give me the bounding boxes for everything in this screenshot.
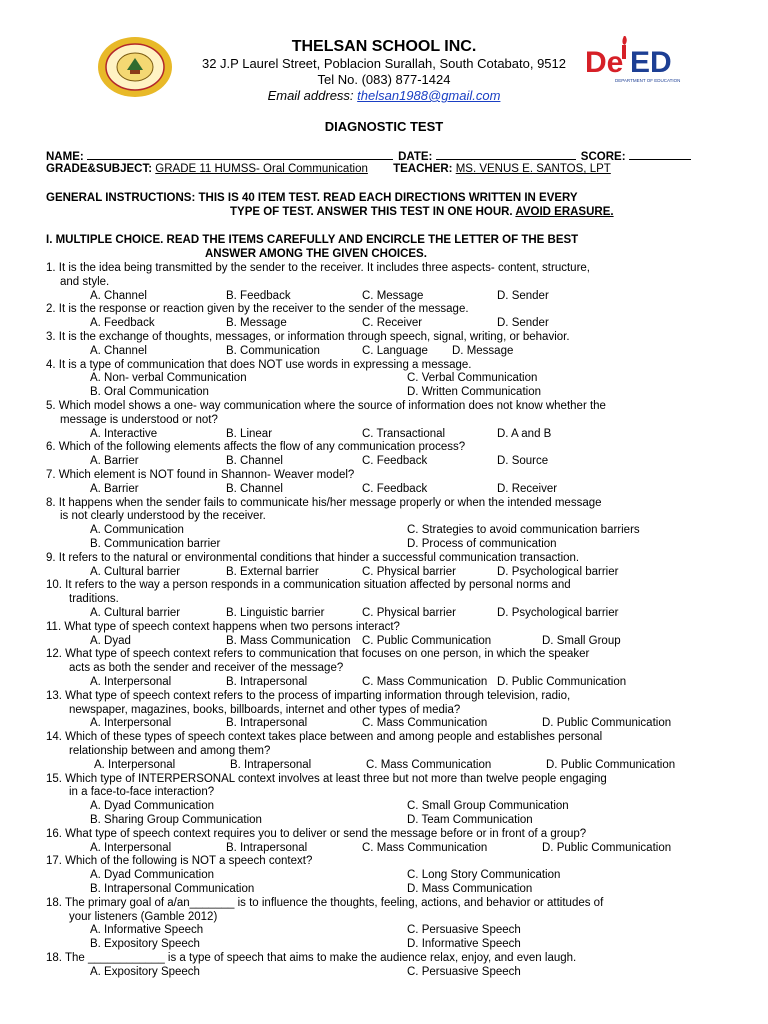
answer-option[interactable]: C. Receiver [362,317,423,330]
school-address: 32 J.P Laurel Street, Poblacion Surallah, South Cotabato, 9512 [201,56,566,71]
answer-option[interactable]: D. Psychological barrier [497,565,619,578]
answer-option[interactable]: A. Cultural barrier [90,565,181,578]
question-text: 14. Which of these types of speech context takes place between and among people and establishes personal [46,731,603,744]
question-text: 9. It refers to the natural or environmental conditions that hinder a successful communication transaction. [46,551,580,564]
answer-option[interactable]: B. Intrapersonal [230,758,312,771]
answer-option[interactable]: A. Dyad Communication [90,800,214,813]
answer-option[interactable]: A. Interactive [90,427,158,440]
answer-option[interactable]: C. Public Communication [362,634,492,647]
date-field[interactable] [436,149,576,160]
instructions-text: TYPE OF TEST. ANSWER THIS TEST IN ONE HOUR. [230,206,516,218]
answer-option[interactable]: D. Small Group [542,634,621,647]
answer-option[interactable]: D. Process of communication [407,538,557,550]
instructions-line1: GENERAL INSTRUCTIONS: THIS IS 40 ITEM TEST. READ EACH DIRECTIONS WRITTEN IN EVERY [46,192,578,204]
answer-option[interactable]: D. Message [452,344,514,357]
answer-option[interactable]: D. Mass Communication [407,883,533,895]
question-text-cont: traditions. [69,593,119,606]
question-text: 11. What type of speech context happens when two persons interact? [46,620,400,633]
email-link[interactable]: thelsan1988@gmail.com [357,88,501,103]
score-label: SCORE: [580,151,626,163]
answer-option[interactable]: B. Communication [226,344,320,357]
answer-option[interactable]: A. Channel [90,344,147,357]
name-field[interactable] [87,149,393,160]
question-text-cont: your listeners (Gamble 2012) [69,910,218,923]
answer-option[interactable]: C. Small Group Communication [407,800,569,813]
teacher-value: MS. VENUS E. SANTOS, LPT [455,163,611,175]
question-text: 1. It is the idea being transmitted by the sender to the receiver. It includes three aspects- content, structure, [46,262,590,274]
answer-option[interactable]: C. Mass Communication [366,758,492,771]
question-text-cont: and style. [60,275,110,288]
answer-option[interactable]: A. Communication [90,524,184,537]
answer-option[interactable]: A. Dyad [90,634,131,647]
question-text-cont: relationship between and among them? [69,745,271,757]
school-tel: Tel No. (083) 877-1424 [317,72,451,87]
question-text: 17. Which of the following is NOT a speech context? [46,855,313,868]
answer-option[interactable]: B. Oral Communication [90,386,209,399]
svg-text:DEPARTMENT OF EDUCATION: DEPARTMENT OF EDUCATION [615,78,681,83]
answer-option[interactable]: C. Mass Communication [362,717,488,730]
answer-option[interactable]: C. Feedback [362,482,428,495]
answer-option[interactable]: D. Sender [497,317,549,330]
section1-heading-2: ANSWER AMONG THE GIVEN CHOICES. [205,248,427,260]
answer-option[interactable]: A. Interpersonal [90,841,172,854]
answer-option[interactable]: C. Verbal Communication [407,372,538,385]
answer-option[interactable]: B. Intrapersonal Communication [90,883,255,895]
avoid-erasure: AVOID ERASURE. [515,206,614,218]
answer-option[interactable]: B. Intrapersonal [226,676,308,688]
question-text: 15. Which type of INTERPERSONAL context involves at least three but not more than twelve people engaging [46,772,607,785]
answer-option[interactable]: B. Linguistic barrier [226,607,325,619]
score-field[interactable] [629,149,691,160]
answer-option[interactable]: D. Psychological barrier [497,607,619,619]
answer-option[interactable]: A. Dyad Communication [90,869,214,882]
answer-option[interactable]: B. Intrapersonal [226,717,308,730]
answer-option[interactable]: A. Channel [90,289,147,302]
answer-option[interactable]: A. Interpersonal [90,676,172,688]
answer-option[interactable]: C. Message [362,289,424,302]
name-label: NAME: [46,151,84,163]
answer-option[interactable]: B. Sharing Group Communication [90,814,262,826]
answer-option[interactable]: B. Channel [226,455,283,468]
answer-option[interactable]: C. Strategies to avoid communication barriers [407,524,640,537]
answer-option[interactable]: A. Informative Speech [90,924,204,937]
answer-option[interactable]: A. Cultural barrier [90,607,181,619]
answer-option[interactable]: A. Non- verbal Communication [90,372,247,385]
answer-option[interactable]: D. Source [497,455,549,468]
answer-option[interactable]: B. Message [226,317,287,330]
svg-text:De: De [585,46,624,79]
question-text: 16. What type of speech context requires you to deliver or send the message before or in front of a group? [46,827,587,840]
answer-option[interactable]: D. Informative Speech [407,938,521,951]
answer-option[interactable]: D. Written Communication [407,386,541,399]
answer-option[interactable]: A. Feedback [90,317,155,330]
svg-text:ED: ED [630,46,672,79]
name-row [46,149,691,163]
answer-option[interactable]: D. Public Communication [542,841,672,854]
answer-option[interactable]: C. Physical barrier [362,607,456,619]
answer-option[interactable]: B. Intrapersonal [226,841,308,854]
answer-option[interactable]: C. Physical barrier [362,565,456,578]
answer-option[interactable]: C. Mass Communication [362,676,488,688]
question-text: 7. Which element is NOT found in Shannon- Weaver model? [46,469,355,481]
answer-option[interactable]: A. Interpersonal [94,758,176,771]
question-text-cont: in a face-to-face interaction? [69,786,215,799]
question-text: 3. It is the exchange of thoughts, messages, or information through speech, signal, writing, or behavior. [46,331,570,343]
grade-value: GRADE 11 HUMSS- Oral Communication [155,163,368,175]
answer-option[interactable]: C. Persuasive Speech [407,965,521,978]
test-title: DIAGNOSTIC TEST [324,119,444,134]
answer-option[interactable]: D. A and B [497,427,552,440]
answer-option[interactable]: C. Persuasive Speech [407,924,521,937]
answer-option[interactable]: A. Interpersonal [90,717,172,730]
section1-heading: I. MULTIPLE CHOICE. READ THE ITEMS CAREFULLY AND ENCIRCLE THE LETTER OF THE BEST [46,234,579,246]
question-text: 18. The primary goal of a/an_______ is to influence the thoughts, feeling, actions, and behavior or attitudes of [46,896,604,909]
answer-option[interactable]: D. Sender [497,289,549,302]
teacher-label: TEACHER: [393,163,453,175]
answer-option[interactable]: A. Barrier [90,482,139,495]
question-text: 4. It is a type of communication that does NOT use words in expressing a message. [46,358,472,371]
question-text: 10. It refers to the way a person responds in a communication situation affected by personal norms and [46,579,571,592]
question-text-cont: message is understood or not? [60,413,218,426]
answer-option[interactable]: C. Feedback [362,455,428,468]
answer-option[interactable]: B. Feedback [226,289,291,302]
answer-option[interactable]: B. Communication barrier [90,538,221,550]
question-text: 13. What type of speech context refers to the process of imparting information through television, radio, [46,689,571,702]
instructions-line2 [230,206,614,218]
answer-option[interactable]: D. Public Communication [497,676,627,688]
question-text-cont: acts as both the sender and receiver of the message? [69,662,344,675]
question-text: 5. Which model shows a one- way communication where the source of information does not know whether the [46,400,606,412]
question-text: 18. The ____________ is a type of speech that aims to make the audience relax, enjoy, and even laugh. [46,952,577,964]
answer-option[interactable]: C. Language [362,344,428,357]
answer-option[interactable]: C. Transactional [362,427,446,440]
answer-option[interactable]: D. Team Communication [407,814,533,826]
answer-option[interactable]: D. Receiver [497,482,558,495]
answer-option[interactable]: C. Long Story Communication [407,869,561,882]
question-text-cont: is not clearly understood by the receiver. [60,510,266,523]
school-name: THELSAN SCHOOL INC. [291,38,477,55]
answer-option[interactable]: B. Channel [226,482,283,495]
question-text-cont: newspaper, magazines, books, billboards, internet and other types of media? [69,703,461,716]
answer-option[interactable]: B. Expository Speech [90,938,200,951]
school-email-line [0,88,768,103]
email-label: Email address: [267,88,358,103]
question-text: 2. It is the response or reaction given by the receiver to the sender of the message. [46,303,469,316]
question-text: 8. It happens when the sender fails to communicate his/her message properly or when the intended message [46,496,602,509]
answer-option[interactable]: D. Public Communication [546,758,676,771]
answer-option[interactable]: B. Mass Communication [226,634,351,647]
grade-row [46,163,611,175]
answer-option[interactable]: D. Public Communication [542,717,672,730]
question-text: 12. What type of speech context refers to communication that focuses on one person, in which the speaker [46,648,590,661]
answer-option[interactable]: B. External barrier [226,565,319,578]
grade-label: GRADE&SUBJECT: [46,163,153,175]
answer-option[interactable]: B. Linear [226,427,273,440]
answer-option[interactable]: A. Expository Speech [90,965,200,978]
answer-option[interactable]: C. Mass Communication [362,841,488,854]
question-text: 6. Which of the following elements affects the flow of any communication process? [46,441,466,454]
answer-option[interactable]: A. Barrier [90,455,139,468]
date-label: DATE: [398,151,433,163]
